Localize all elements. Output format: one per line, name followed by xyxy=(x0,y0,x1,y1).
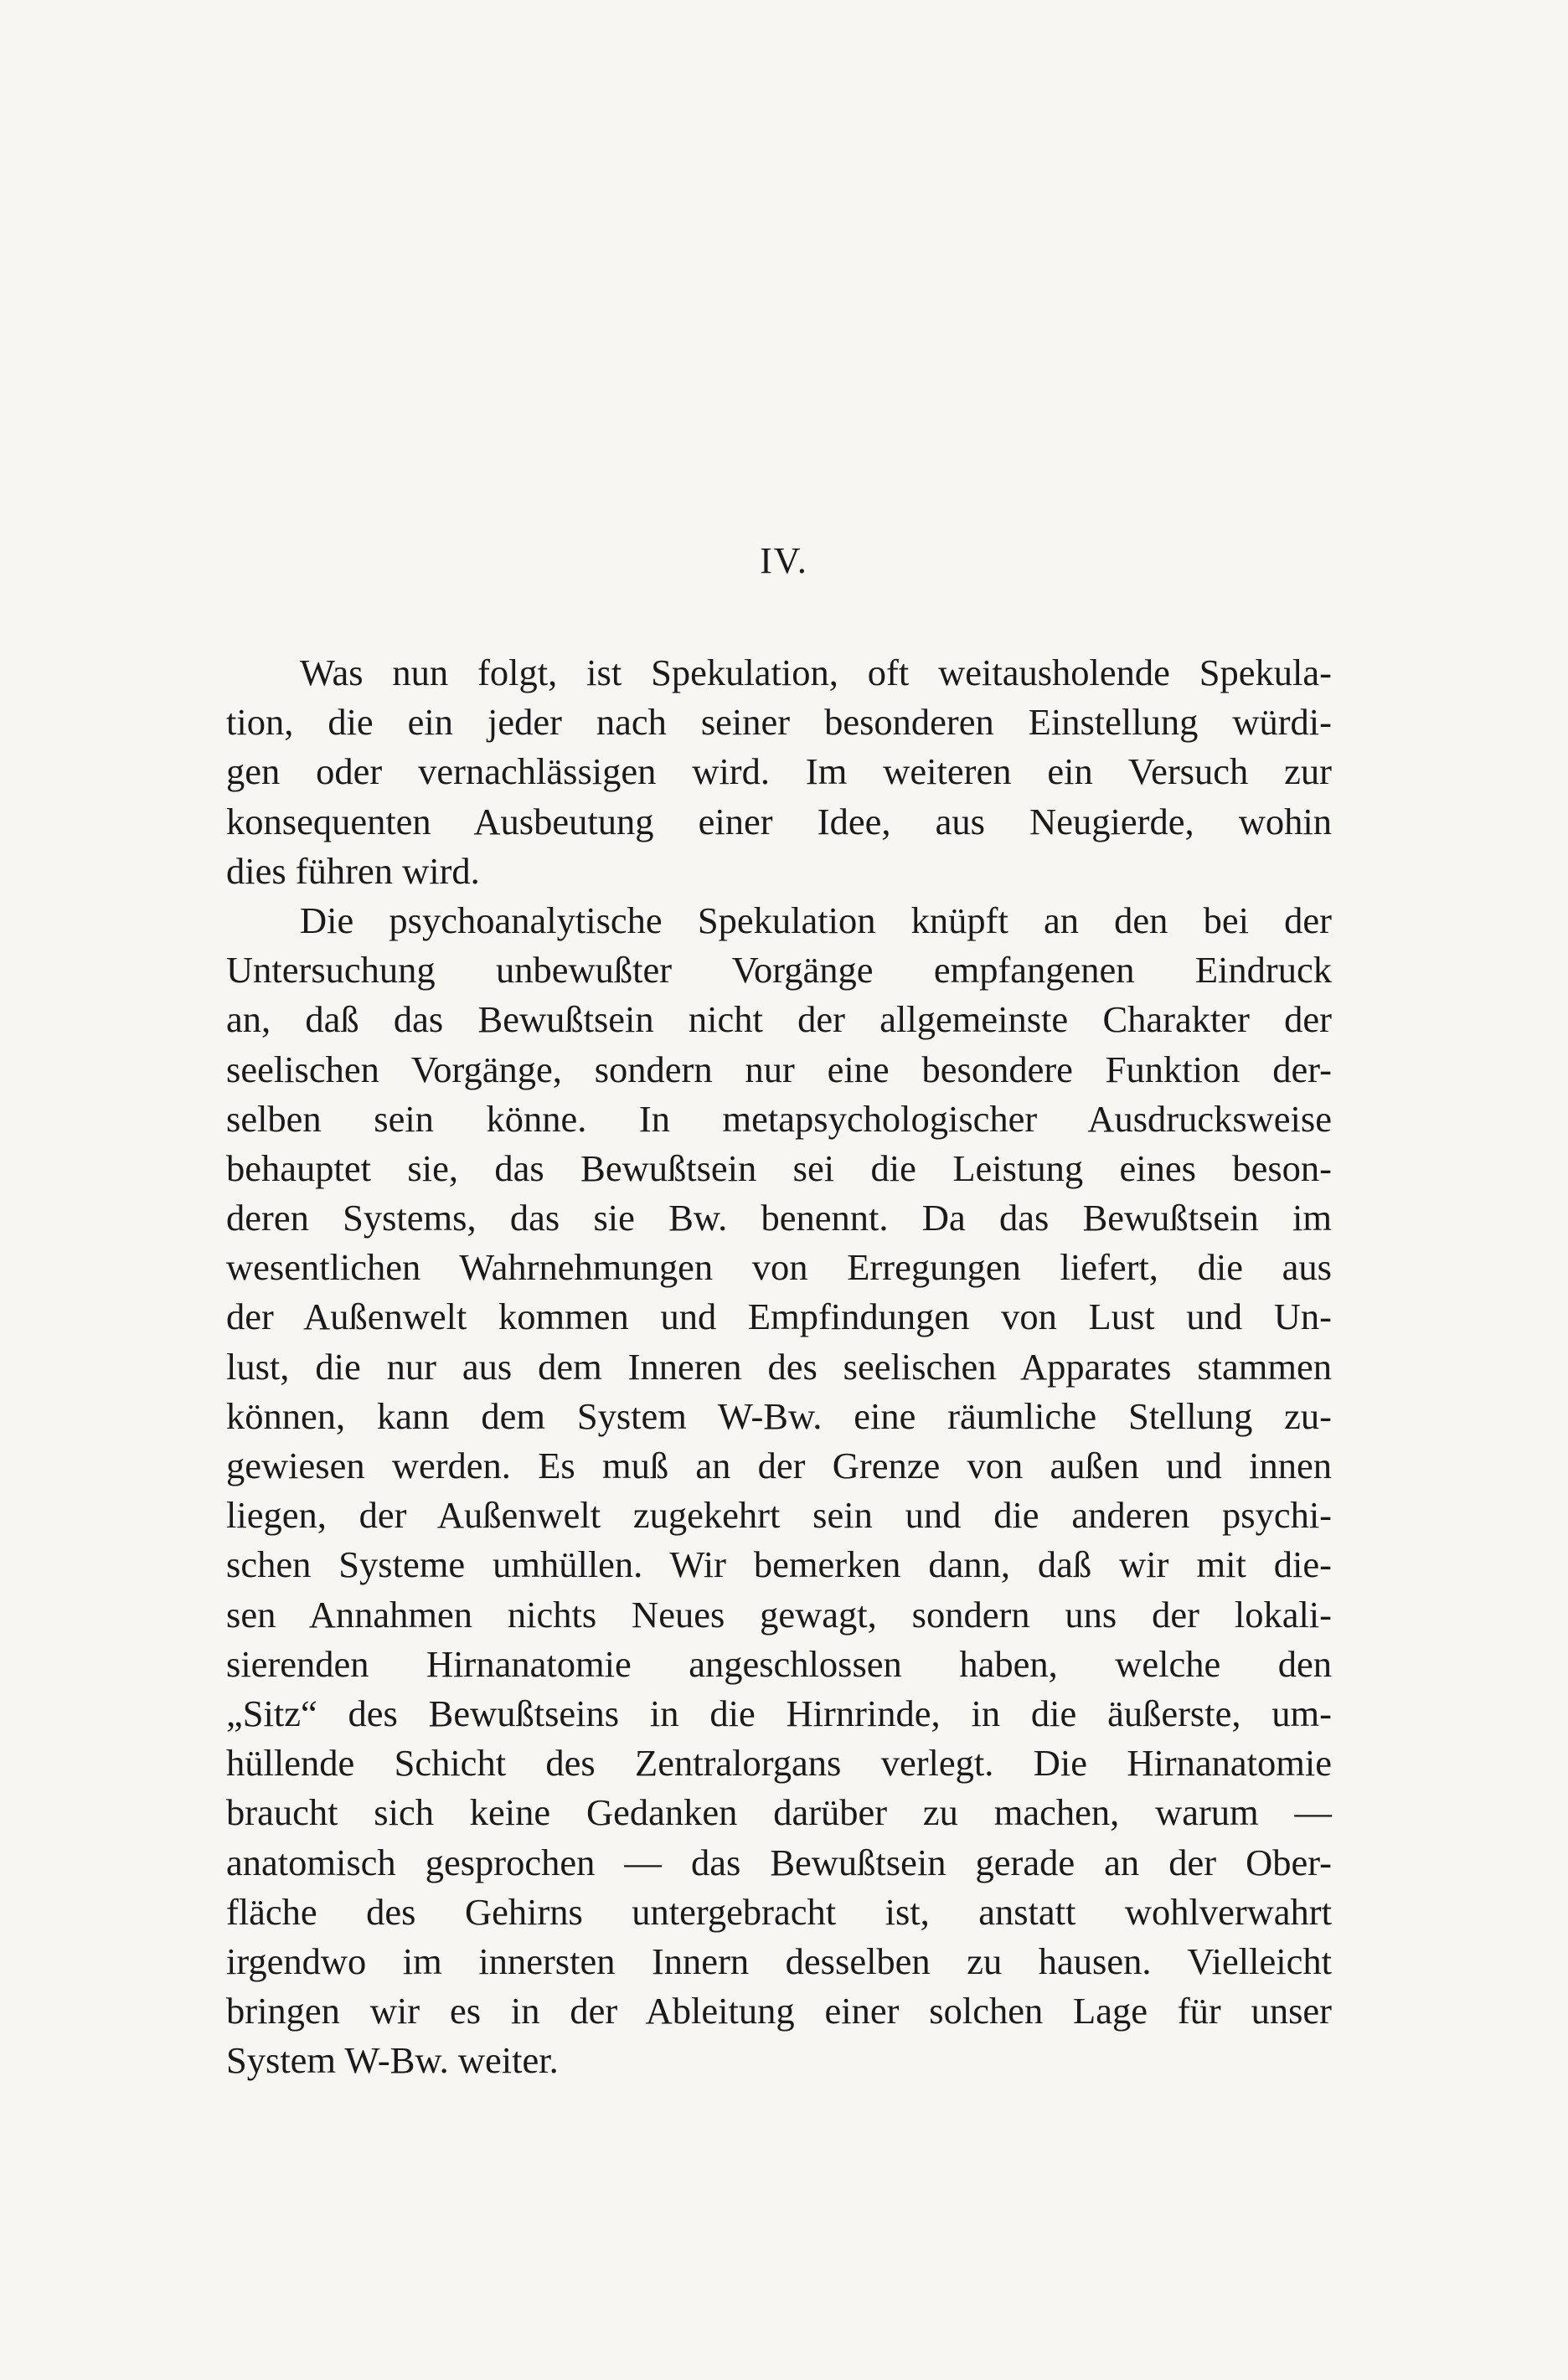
text-line: anatomisch gesprochen — das Bewußtsein gerade an der Ober- xyxy=(226,1841,1332,1883)
text-line: behauptet sie, das Bewußtsein sei die Leistung eines beson- xyxy=(226,1146,1332,1189)
text-line: schen Systeme umhüllen. Wir bemerken dann, daß wir mit die- xyxy=(226,1543,1332,1586)
text-line: können, kann dem System W-Bw. eine räumliche Stellung zu- xyxy=(226,1394,1332,1437)
text-line: wesentlichen Wahrnehmungen von Erregungen liefert, die aus xyxy=(226,1246,1332,1289)
text-line: gen oder vernachlässigen wird. Im weiteren ein Versuch zur xyxy=(226,750,1332,793)
text-line: hüllende Schicht des Zentralorgans verlegt. Die Hirnanatomie xyxy=(226,1742,1332,1785)
paragraph-1 xyxy=(226,648,1332,896)
text-line: „Sitz“ des Bewußtseins in die Hirnrinde, in die äußerste, um- xyxy=(226,1692,1332,1734)
text-line: Die psychoanalytische Spekulation knüpft an den bei der xyxy=(300,899,1332,941)
text-line: an, daß das Bewußtsein nicht der allgemeinste Charakter der xyxy=(226,998,1332,1041)
body-text xyxy=(226,648,1332,2085)
text-line: sierenden Hirnanatomie angeschlossen haben, welche den xyxy=(226,1642,1332,1685)
chapter-heading: IV. xyxy=(760,540,808,581)
paragraph-2 xyxy=(226,896,1332,2086)
text-line: der Außenwelt kommen und Empfindungen von Lust und Un- xyxy=(226,1296,1332,1338)
text-line: lust, die nur aus dem Inneren des seelischen Apparates stammen xyxy=(226,1345,1332,1388)
text-line: fläche des Gehirns untergebracht ist, anstatt wohlverwahrt xyxy=(226,1890,1332,1933)
text-line: gewiesen werden. Es muß an der Grenze von außen und innen xyxy=(226,1445,1332,1486)
text-line: selben sein könne. In metapsychologischer Ausdrucksweise xyxy=(226,1097,1332,1140)
text-line: dies führen wird. xyxy=(226,849,480,892)
text-line: konsequenten Ausbeutung einer Idee, aus Neugierde, wohin xyxy=(226,800,1332,842)
text-line: deren Systems, das sie Bw. benennt. Da das Bewußtsein im xyxy=(226,1197,1332,1239)
text-line: Untersuchung unbewußter Vorgänge empfangenen Eindruck xyxy=(226,949,1332,992)
text-line: seelischen Vorgänge, sondern nur eine besondere Funktion der- xyxy=(226,1048,1332,1090)
text-line: braucht sich keine Gedanken darüber zu machen, warum — xyxy=(226,1791,1332,1834)
text-line: bringen wir es in der Ableitung einer solchen Lage für unser xyxy=(226,1990,1332,2032)
text-line: irgendwo im innersten Innern desselben zu hausen. Vielleicht xyxy=(226,1940,1332,1982)
text-line: tion, die ein jeder nach seiner besonderen Einstellung würdi- xyxy=(226,701,1332,744)
text-line: liegen, der Außenwelt zugekehrt sein und die anderen psychi- xyxy=(226,1494,1332,1537)
text-line: sen Annahmen nichts Neues gewagt, sondern uns der lokali- xyxy=(226,1593,1332,1636)
text-line: System W-Bw. weiter. xyxy=(226,2039,559,2082)
text-line: Was nun folgt, ist Spekulation, oft weitausholende Spekula- xyxy=(300,652,1332,693)
